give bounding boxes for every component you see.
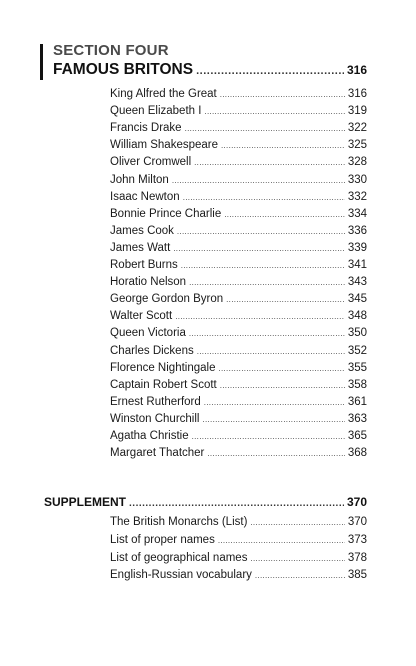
toc-entry-title: List of proper names	[110, 533, 215, 546]
dot-leader	[189, 278, 345, 287]
toc-entry-title: Charles Dickens	[110, 344, 194, 357]
toc-entry[interactable]	[110, 276, 367, 288]
dot-leader	[172, 176, 345, 185]
toc-entry[interactable]	[110, 534, 367, 546]
dot-leader	[250, 518, 344, 527]
dot-leader	[173, 244, 345, 253]
toc-entry[interactable]	[110, 122, 367, 134]
toc-entry-title: Bonnie Prince Charlie	[110, 207, 222, 220]
dot-leader	[204, 398, 345, 407]
dot-leader	[196, 65, 344, 77]
toc-entry-title: Robert Burns	[110, 259, 178, 271]
toc-entry-page: 348	[347, 310, 367, 323]
toc-entry-title: Walter Scott	[110, 310, 173, 323]
toc-entry-page: 350	[347, 327, 367, 340]
toc-entry-page: 370	[347, 516, 367, 528]
toc-entry-page: 325	[347, 139, 367, 152]
toc-entry-title: King Alfred the Great	[110, 88, 217, 100]
toc-entry-title: James Cook	[110, 224, 174, 237]
toc-entry-page: 352	[347, 344, 367, 357]
toc-entry[interactable]	[110, 447, 367, 459]
toc-entry-title: Francis Drake	[110, 122, 182, 135]
dot-leader	[194, 158, 345, 167]
toc-entry-page: 339	[347, 241, 367, 254]
supplement-title-row[interactable]	[44, 495, 367, 509]
toc-entry[interactable]	[110, 88, 367, 100]
dot-leader	[202, 415, 344, 424]
toc-entry-page: 378	[347, 551, 367, 564]
toc-entry-title: John Milton	[110, 173, 169, 186]
toc-entry[interactable]	[110, 105, 367, 117]
dot-leader	[220, 381, 345, 390]
toc-entry-page: 316	[347, 88, 367, 100]
toc-entry[interactable]	[110, 225, 367, 237]
toc-entry-title: List of geographical names	[110, 551, 248, 564]
toc-entry-title: Margaret Thatcher	[110, 447, 205, 460]
toc-entry[interactable]	[110, 242, 367, 254]
toc-entry-page: 341	[347, 259, 367, 271]
dot-leader	[218, 536, 345, 545]
toc-entry[interactable]	[110, 552, 367, 564]
toc-entry-title: Isaac Newton	[110, 190, 180, 203]
toc-entry[interactable]	[110, 259, 367, 271]
toc-entry[interactable]	[110, 379, 367, 391]
toc-entry[interactable]	[110, 396, 367, 408]
dot-leader	[224, 210, 345, 219]
toc-entry[interactable]	[110, 174, 367, 186]
toc-entry-title: English-Russian vocabulary	[110, 569, 252, 582]
toc-entry-title: James Watt	[110, 241, 171, 254]
toc-entry-title: Captain Robert Scott	[110, 378, 217, 391]
toc-entry-title: Winston Churchill	[110, 412, 200, 425]
supplement-title: SUPPLEMENT	[44, 495, 127, 509]
dot-leader	[185, 124, 345, 133]
toc-entry-page: 363	[347, 412, 367, 425]
toc-entry[interactable]	[110, 516, 367, 528]
toc-entry-page: 330	[347, 173, 367, 186]
toc-entry-page: 328	[347, 156, 367, 169]
section-label: SECTION FOUR	[53, 42, 169, 59]
toc-entry-title: Agatha Christie	[110, 430, 189, 442]
toc-entry-page: 358	[347, 378, 367, 391]
toc-entry-page: 332	[347, 190, 367, 203]
toc-entry-title: George Gordon Byron	[110, 293, 224, 306]
section-title-row[interactable]	[53, 61, 367, 79]
toc-entry-title: Florence Nightingale	[110, 361, 216, 374]
dot-leader	[175, 312, 345, 321]
toc-entry-title: Horatio Nelson	[110, 276, 187, 289]
dot-leader	[226, 295, 345, 304]
dot-leader	[220, 90, 345, 99]
toc-entry-page: 361	[347, 395, 367, 408]
toc-entry-page: 345	[347, 293, 367, 306]
dot-leader	[177, 227, 345, 236]
dot-leader	[207, 449, 344, 458]
toc-entry-page: 368	[347, 447, 367, 460]
toc-entry[interactable]	[110, 345, 367, 357]
toc-entry[interactable]	[110, 430, 367, 442]
toc-entry-title: Oliver Cromwell	[110, 156, 192, 169]
dot-leader	[255, 571, 345, 580]
toc-entry-title: William Shakespeare	[110, 139, 219, 152]
toc-entry[interactable]	[110, 413, 367, 425]
dot-leader	[129, 498, 344, 509]
toc-entry-page: 319	[347, 105, 367, 118]
dot-leader	[218, 364, 344, 373]
dot-leader	[204, 107, 344, 116]
dot-leader	[192, 432, 345, 441]
toc-entry-title: Queen Elizabeth I	[110, 105, 202, 118]
toc-entry-page: 343	[347, 276, 367, 289]
toc-entry-page: 322	[347, 122, 367, 135]
toc-entry[interactable]	[110, 156, 367, 168]
toc-entry[interactable]	[110, 191, 367, 203]
toc-entry-page: 336	[347, 224, 367, 237]
section-title: FAMOUS BRITONS	[53, 61, 194, 78]
dot-leader	[250, 554, 344, 563]
toc-entry[interactable]	[110, 293, 367, 305]
dot-leader	[221, 141, 345, 150]
toc-entry-page: 373	[347, 533, 367, 546]
toc-entry[interactable]	[110, 569, 367, 581]
dot-leader	[197, 347, 345, 356]
toc-entry-title: The British Monarchs (List)	[110, 516, 248, 528]
toc-entry-page: 385	[347, 569, 367, 582]
dot-leader	[189, 329, 345, 338]
toc-entry[interactable]	[110, 362, 367, 374]
toc-entry[interactable]	[110, 139, 367, 151]
toc-entry-page: 334	[347, 207, 367, 220]
dot-leader	[183, 193, 345, 202]
toc-entry-title: Ernest Rutherford	[110, 395, 201, 408]
toc-entry[interactable]	[110, 208, 367, 220]
section-marker-bar	[40, 44, 43, 80]
toc-entry[interactable]	[110, 327, 367, 339]
toc-entry-title: Queen Victoria	[110, 327, 186, 340]
dot-leader	[181, 261, 345, 270]
section-page: 316	[346, 63, 367, 77]
toc-entry[interactable]	[110, 310, 367, 322]
toc-entry-page: 355	[347, 361, 367, 374]
supplement-page: 370	[346, 495, 367, 509]
toc-entry-page: 365	[347, 430, 367, 442]
